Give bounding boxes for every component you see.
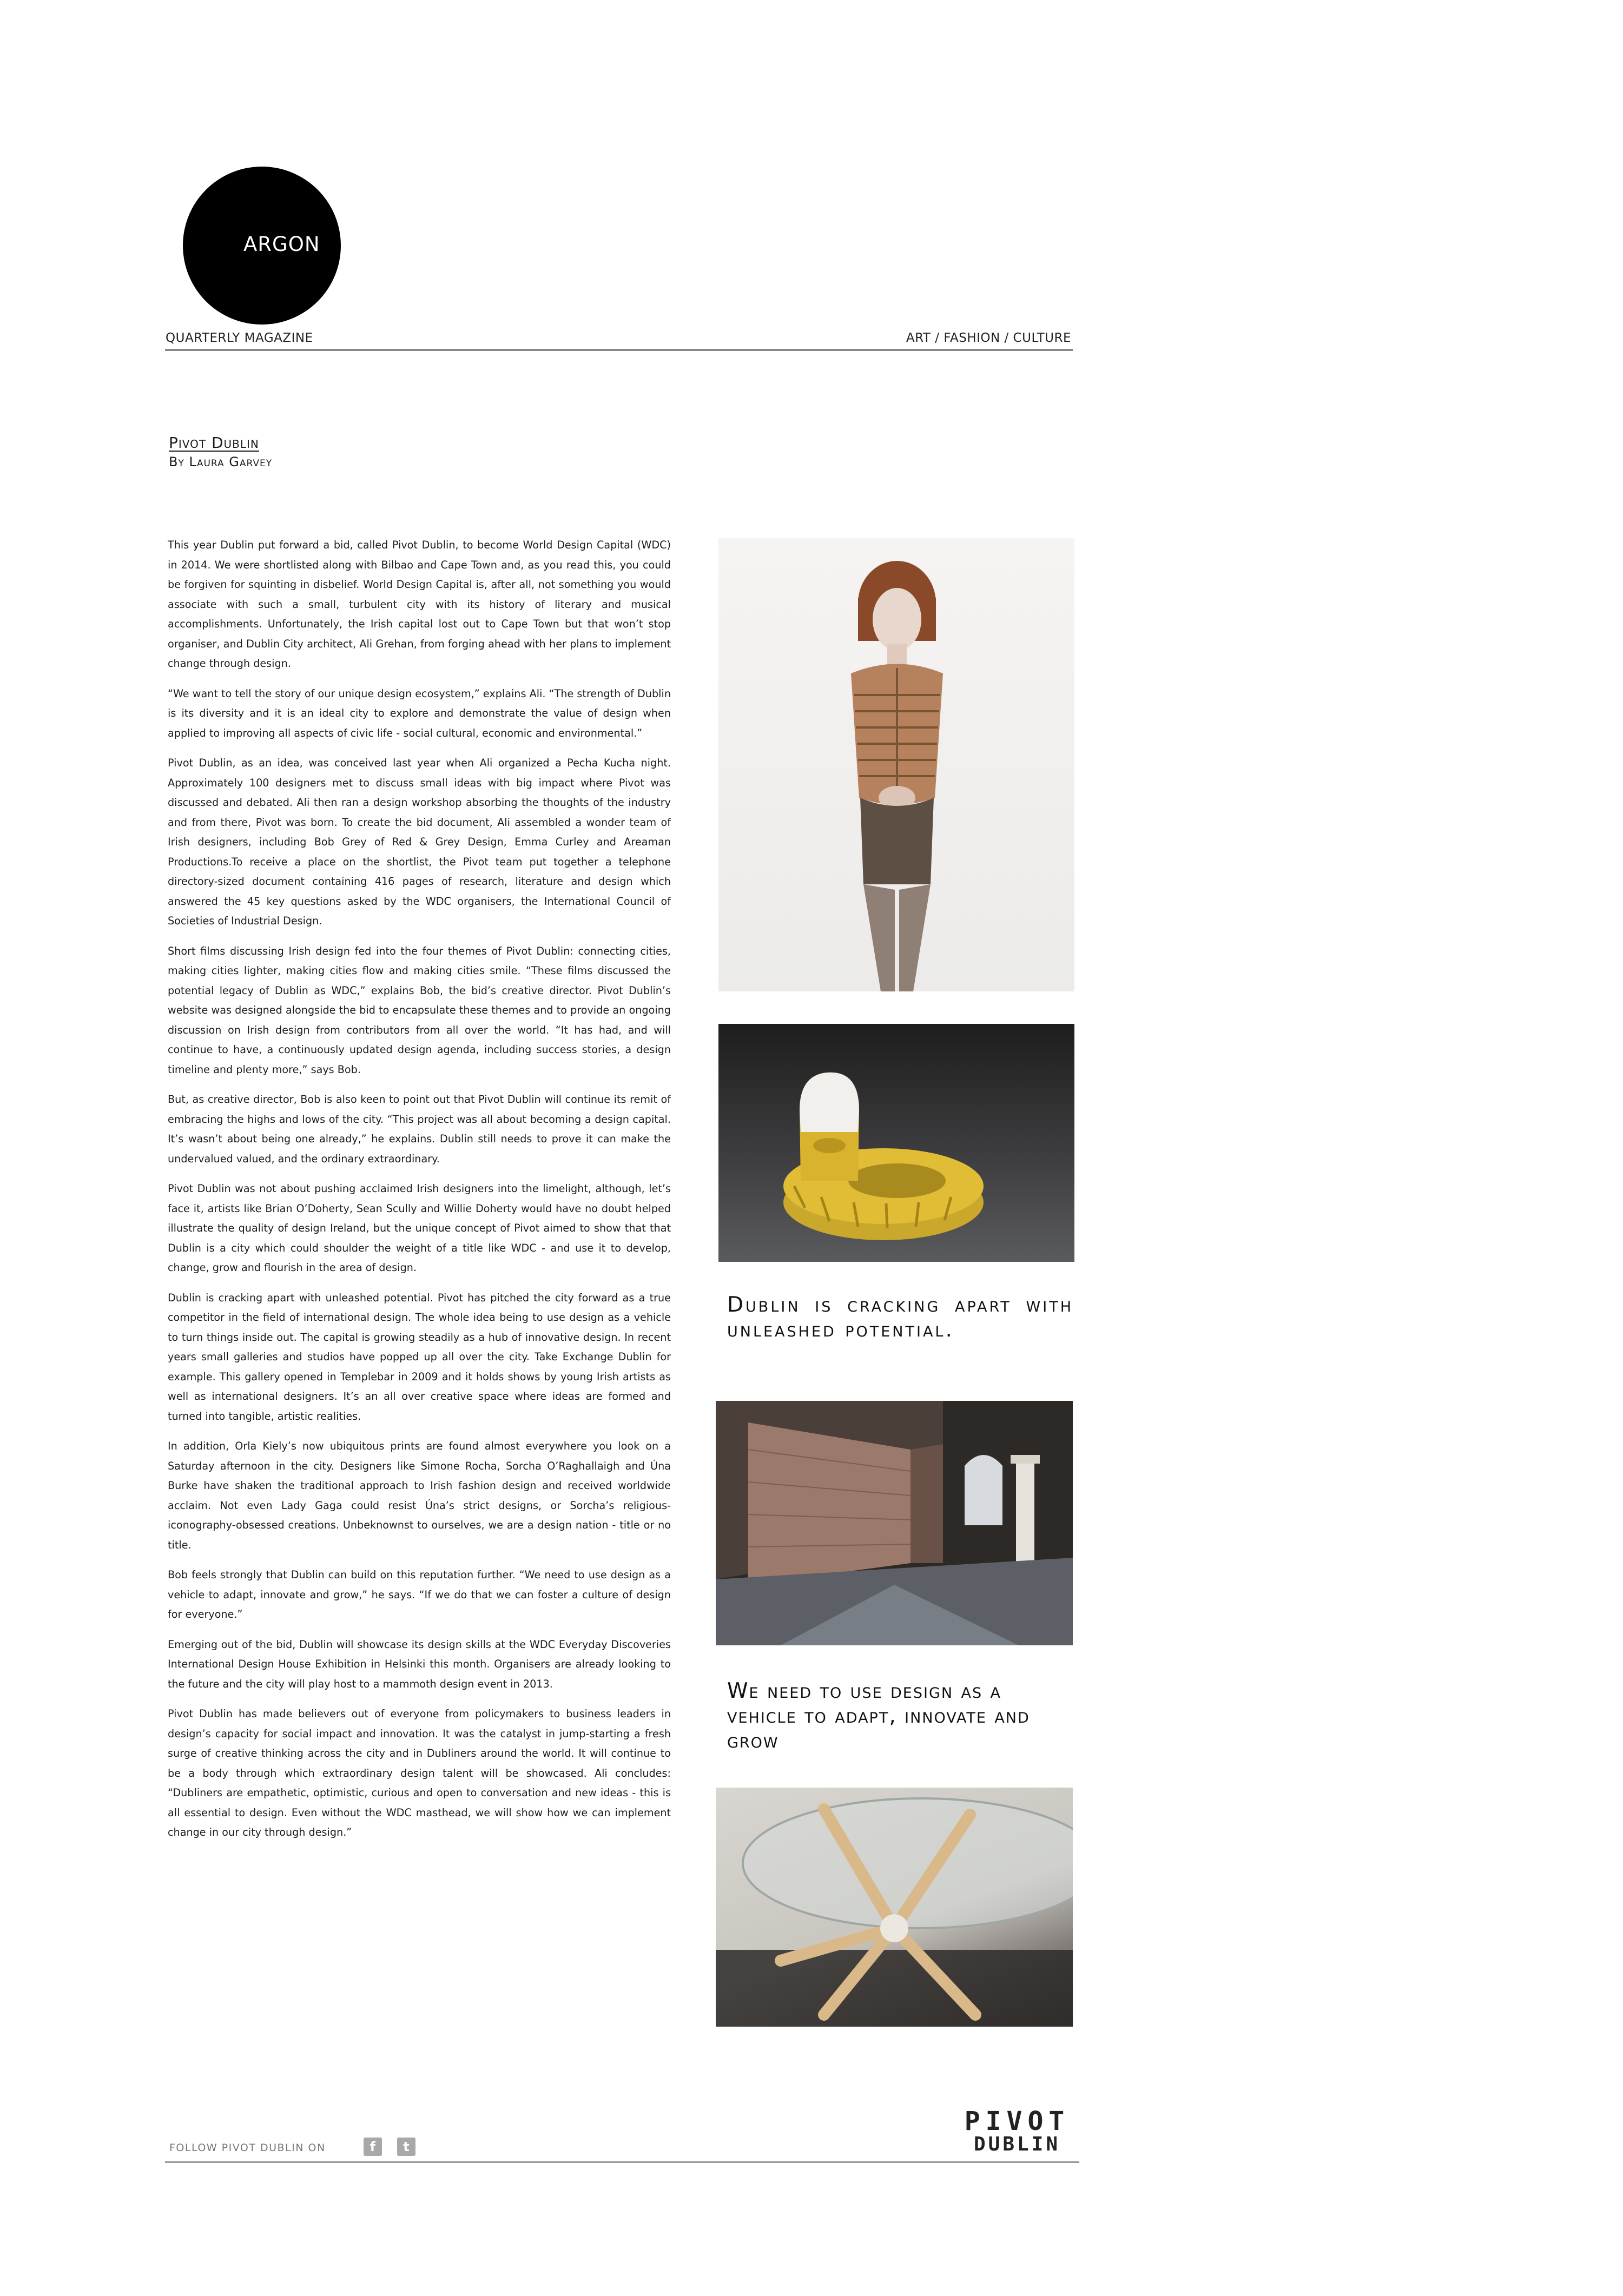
glass-table-photo	[716, 1788, 1073, 2027]
header-rule	[165, 349, 1073, 351]
fashion-model-photo	[718, 538, 1074, 991]
article-title: Pivot Dublin	[169, 434, 259, 452]
follow-label: FOLLOW PIVOT DUBLIN ON	[169, 2142, 326, 2154]
article-byline: By Laura Garvey	[169, 454, 273, 469]
footer-rule	[165, 2161, 1079, 2163]
article-body	[168, 535, 671, 1853]
section-label: ART / FASHION / CULTURE	[906, 331, 1071, 345]
interior-photo	[716, 1401, 1073, 1645]
facebook-icon[interactable]: f	[364, 2138, 382, 2156]
article-paragraph: But, as creative director, Bob is also keen to point out that Pivot Dublin will continue its remit of embracing the highs and lows of the city. “This project was all about becoming a design capital. It’s wasn’t about being one already,” he explains. Dublin still needs to prove it can make the undervalued valued, and the ordinary extraordinary.	[168, 1093, 671, 1165]
article-paragraph: Pivot Dublin, as an idea, was conceived last year when Ali organized a Pecha Kucha night. Approximately 100 designers met to discuss small ideas with big impact where Pivot was discussed and debated. Ali then ran a design workshop absorbing the thoughts of the industry and from there, Pivot was born. To create the bid document, Ali assembled a wonder team of Irish designers, including Bob Grey of Red & Grey Design, Emma Curley and Areaman Productions.To receive a place on the shortlist, the Pivot team put together a telephone directory-sized document containing 416 pages of research, literature and design which answered the 45 key questions asked by the WDC organisers, the International Council of Societies of Industrial Design.	[168, 757, 671, 927]
pivot-dublin-logo	[952, 2108, 1082, 2155]
argon-logo	[183, 167, 341, 325]
logo-pivot-text: PIVOT	[964, 2106, 1070, 2136]
twitter-icon[interactable]: t	[397, 2138, 415, 2156]
article-paragraph: Emerging out of the bid, Dublin will showcase its design skills at the WDC Everyday Discoveries International Design House Exhibition in Helsinki this month. Organisers are already looking to the future and the city will play host to a mammoth design event in 2013.	[168, 1638, 671, 1690]
tire-sculpture-photo	[718, 1024, 1074, 1262]
logo-dublin-text: DUBLIN	[973, 2133, 1061, 2155]
pull-quote: Dublin is cracking apart with unleashed potential.	[727, 1293, 1073, 1342]
pull-quote: We need to use design as a vehicle to adapt, innovate and grow	[727, 1679, 1030, 1753]
article-paragraph: Pivot Dublin was not about pushing acclaimed Irish designers into the limelight, although, let’s face it, artists like Brian O’Doherty, Sean Scully and Willie Doherty would have no doubt helped illustrate the quality of design Ireland, but the unique concept of Pivot aimed to show that that Dublin is a city which could shoulder the weight of a title like WDC - and use it to develop, change, grow and flourish in the area of design.	[168, 1182, 671, 1274]
article-paragraph: Pivot Dublin has made believers out of everyone from policymakers to business leaders in design’s capacity for social impact and innovation. It was the catalyst in jump-starting a fresh surge of creative thinking across the city and in Dubliners around the world. It will continue to be a body through which extraordinary design talent will be showcased. Ali concludes: “Dubliners are empathetic, optimistic, curious and open to conversation and new ideas - this is all essential to design. Even without the WDC masthead, we will show how we can implement change in our city through design.”	[168, 1708, 671, 1838]
article-paragraph: Short films discussing Irish design fed into the four themes of Pivot Dublin: connecting cities, making cities lighter, making cities flow and making cities smile. “These films discussed the potential legacy of Dublin as WDC,” explains Bob, the bid’s creative director. Pivot Dublin’s website was designed alongside the bid to encapsulate these themes and to provide an ongoing discussion on Irish design from contributors from all over the world. “It has had, and will continue to have, a continuously updated design agenda, including success stories, a design timeline and plenty more,” says Bob.	[168, 944, 671, 1076]
article-paragraph: Bob feels strongly that Dublin can build on this reputation further. “We need to use design as a vehicle to adapt, innovate and grow,” he says. “If we do that we can foster a culture of design for everyone.”	[168, 1569, 671, 1620]
article-paragraph: In addition, Orla Kiely’s now ubiquitous prints are found almost everywhere you look on a Saturday afternoon in the city. Designers like Simone Rocha, Sorcha O’Raghallaigh and Úna Burke have shaken the traditional approach to Irish fashion design and received worldwide acclaim. Not even Lady Gaga could resist Úna’s strict designs, or Sorcha’s religious-iconography-obsessed creations. Unbeknownst to ourselves, we are a design nation - title or no title.	[168, 1440, 671, 1551]
article-paragraph: “We want to tell the story of our unique design ecosystem,” explains Ali. “The strength of Dublin is its diversity and it is an ideal city to explore and demonstrate the value of design when applied to improving all aspects of civic life - social cultural, economic and environmental.”	[168, 687, 671, 739]
magazine-label: QUARTERLY MAGAZINE	[166, 331, 313, 345]
article-paragraph: This year Dublin put forward a bid, called Pivot Dublin, to become World Design Capital (WDC) in 2014. We were shortlisted along with Bilbao and Cape Town and, as you read this, you could be forgiven for squinting in disbelief. World Design Capital is, after all, not something you would associate with such a small, turbulent city with its history of literary and musical accomplishments. Unfortunately, the Irish capital lost out to Cape Town but that won’t stop organiser, and Dublin City architect, Ali Grehan, from forging ahead with her plans to implement change through design.	[168, 539, 671, 670]
article-paragraph: Dublin is cracking apart with unleashed potential. Pivot has pitched the city forward as a true competitor in the field of international design. The whole idea being to use design as a vehicle to turn things inside out. The capital is growing steadily as a hub of innovative design. In recent years small galleries and studios have popped up all over the city. Take Exchange Dublin for example. This gallery opened in Templebar in 2009 and it holds shows by young Irish artists as well as international designers. It’s an all over creative space where ideas are formed and turned into tangible, artistic realities.	[168, 1291, 671, 1422]
logo-text: ARGON	[243, 233, 320, 256]
